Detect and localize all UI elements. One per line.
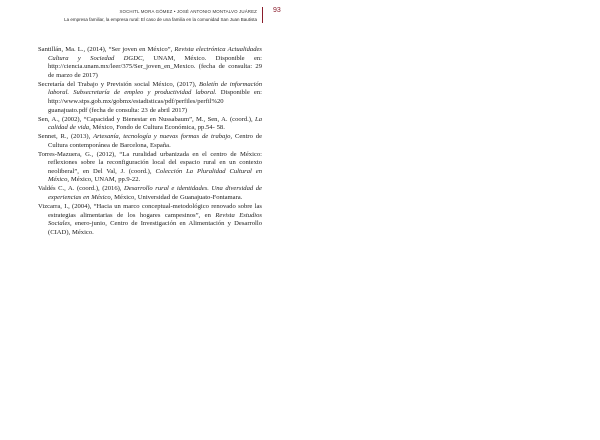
reference-italic-title: Colección La Pluralidad Cultural en México,	[48, 167, 262, 184]
reference-italic-title: Revista Estudios Sociales,	[48, 211, 262, 228]
reference-italic-title: Revista electrónica Actualidades Cultura y Sociedad DGDC	[48, 46, 262, 62]
reference-entry	[38, 116, 262, 133]
reference-list	[38, 46, 262, 238]
reference-text: Disponible en: http://www.stps.gob.mx/gobmx/estadisticas/pdf/perfiles/perfil%20 guanajuato.pdf (fecha de consulta: 23 de abril 2017)	[48, 89, 262, 114]
page-number: 93	[273, 7, 281, 14]
reference-text: enero-junio, Centro de Investigación en Alimentación y Desarrollo (CIAD), México.	[48, 220, 262, 236]
header-title: La empresa familiar, la empresa rural: El caso de una familia en la comunidad San Juan Bautista	[64, 17, 257, 22]
header-divider	[262, 7, 263, 23]
reference-italic-title: Boletín de información laboral. Subsecretaría de empleo y productividad laboral.	[48, 80, 262, 97]
reference-entry	[38, 81, 262, 115]
reference-text: Torres-Mazuera, G., (2012), “La ruralidad urbanizada en el centro de México: reflexiones sobre la reconfiguración local del espacio rural en un contexto neoliberal”, en Del Val, J. (coord.),	[38, 150, 262, 175]
reference-text: Centro de Cultura contemporánea de Barcelona, España.	[48, 133, 262, 149]
header-authors: XOCHITL MORA GÓMEZ • JOSÉ ANTONIO MONTALVO JUÁREZ	[119, 9, 257, 14]
reference-text: Vizcarra, I., (2004), “Hacia un marco conceptual-metodológico renovado sobre las estrategias alimentarias de los hogares campesinos”, en	[38, 203, 262, 219]
reference-text: Valdés C., A. (coord.), (2016),	[38, 185, 125, 193]
reference-entry	[38, 151, 262, 185]
running-header	[0, 0, 600, 40]
reference-text: México, UNAM, pp.9-22.	[69, 176, 141, 184]
reference-entry	[38, 185, 262, 202]
reference-italic-title: Desarrollo rural e identidades. Una diversidad de experiencias en México	[48, 185, 262, 202]
reference-text: Sennet, R., (2013),	[38, 133, 94, 141]
reference-text: , México, Universidad de Guanajuato-Fontamara.	[110, 194, 243, 202]
reference-italic-title: Artesanía, tecnología y nuevas formas de trabajo,	[93, 133, 233, 141]
reference-italic-title: La calidad de vida	[48, 115, 262, 132]
reference-entry	[38, 203, 262, 237]
reference-entry	[38, 46, 262, 80]
reference-text: , UNAM, México. Disponible en: http://ciencia.unam.mx/leer/375/Ser_joven_en_Mexico. (fecha de consulta: 29 de marzo de 2017)	[48, 54, 262, 79]
reference-text: Secretaría del Trabajo y Previsión social México, (2017),	[38, 80, 200, 88]
reference-text: Santillán, Ma. L., (2014), “Ser joven en México”,	[38, 46, 175, 53]
reference-text: Sen, A., (2002), “Capacidad y Bienestar en Nussabaum”, M., Sen, A. (coord.),	[38, 115, 256, 123]
reference-text: , México, Fondo de Cultura Económica, pp.54- 58.	[89, 124, 225, 132]
reference-entry	[38, 133, 262, 150]
